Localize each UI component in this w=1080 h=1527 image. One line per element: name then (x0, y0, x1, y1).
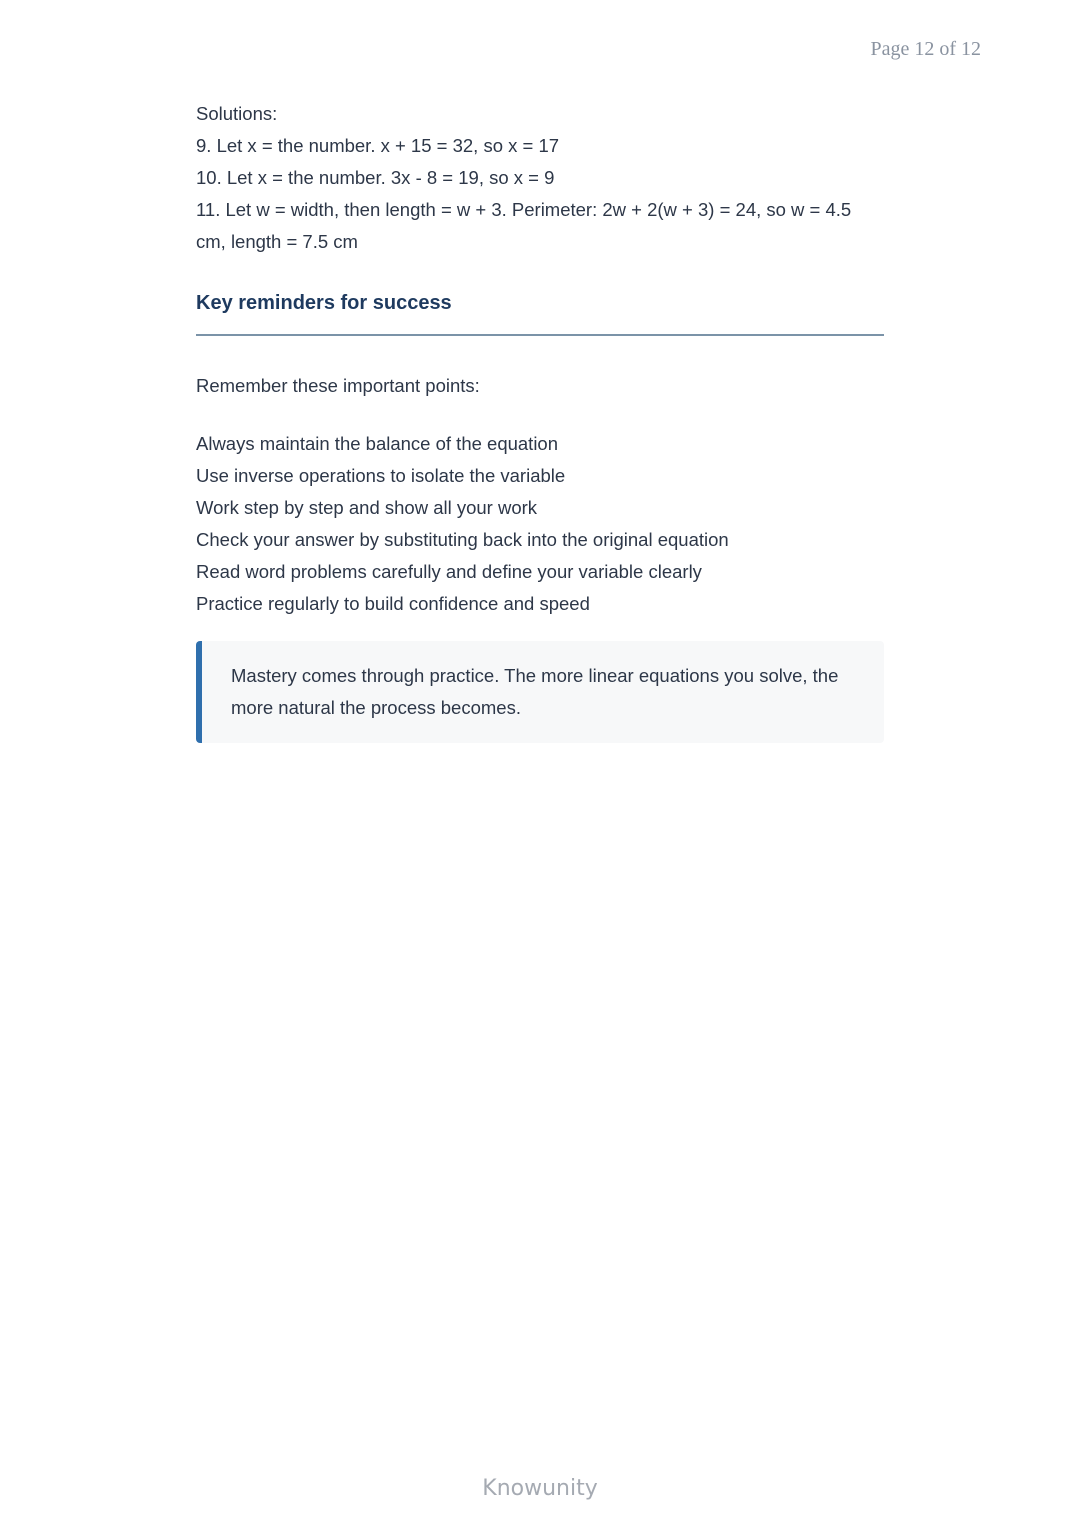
reminder-point: Practice regularly to build confidence and speed (196, 592, 590, 614)
reminder-point: Work step by step and show all your work (196, 496, 538, 518)
reminder-point: Check your answer by substituting back into the original equation (196, 528, 729, 550)
document-body (196, 98, 884, 743)
section-heading: Key reminders for success (196, 292, 452, 314)
solutions-section (196, 98, 884, 258)
solution-line: 9. Let x = the number. x + 15 = 32, so x = 17 (196, 135, 560, 156)
solution-line: 10. Let x = the number. 3x - 8 = 19, so x = 9 (196, 167, 555, 188)
callout-text: Mastery comes through practice. The more linear equations you solve, the more natural the process becomes. (231, 664, 839, 718)
reminders-intro: Remember these important points: (196, 374, 480, 396)
solutions-lines (196, 130, 884, 258)
solutions-title: Solutions: (196, 103, 278, 124)
reminder-point: Use inverse operations to isolate the variable (196, 464, 566, 486)
callout-box (196, 641, 884, 743)
page-number-indicator: Page 12 of 12 (870, 38, 981, 60)
reminder-points-list (196, 428, 884, 620)
footer-brand: Knowunity (482, 1476, 598, 1501)
reminder-point: Always maintain the balance of the equation (196, 432, 559, 454)
section-divider (196, 334, 884, 336)
reminder-point: Read word problems carefully and define your variable clearly (196, 560, 702, 582)
solution-line: 11. Let w = width, then length = w + 3. Perimeter: 2w + 2(w + 3) = 24, so w = 4.5 cm, length = 7.5 cm (196, 199, 852, 252)
